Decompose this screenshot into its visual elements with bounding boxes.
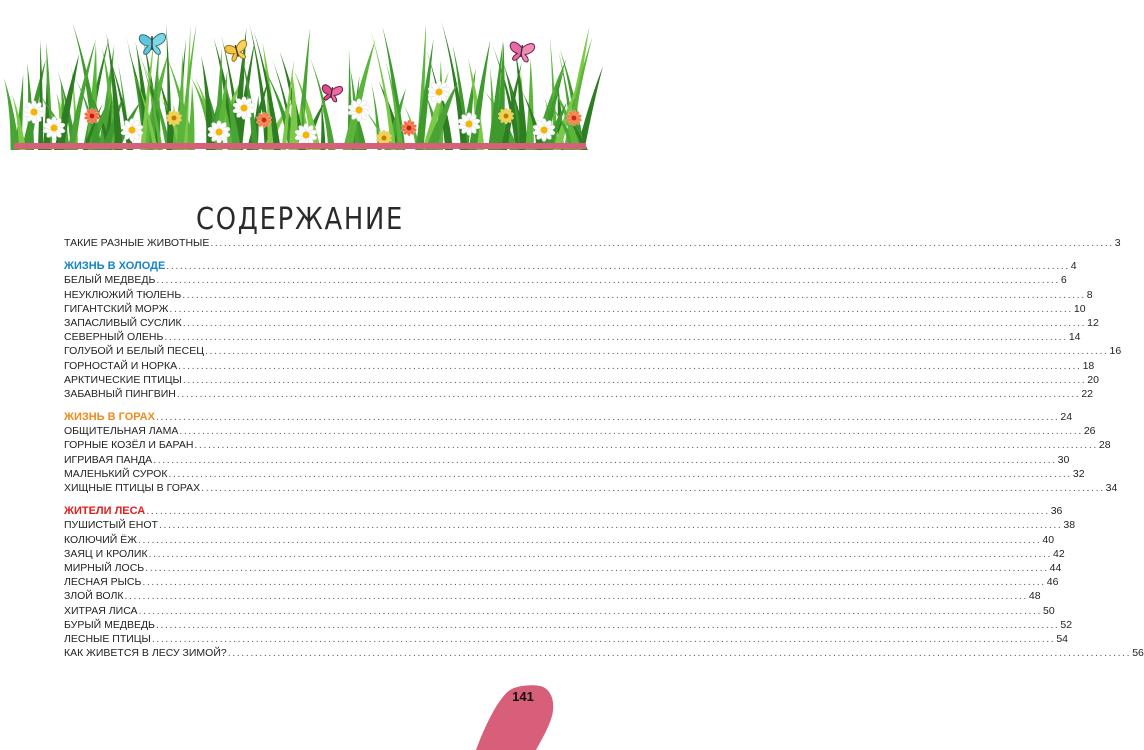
toc-intro <box>64 236 1121 250</box>
toc-leader-dots: ........................................................................................................................................................................................................ <box>178 359 1082 372</box>
toc-entry <box>64 632 1068 646</box>
toc-entry <box>64 373 1099 387</box>
toc-leader-dots: ........................................................................................................................................................................................................ <box>164 331 1068 344</box>
toc-entry-title: ГОРНЫЕ КОЗЁЛ И БАРАН <box>64 439 194 452</box>
toc-entry-title: ГОЛУБОЙ И БЕЛЫЙ ПЕСЕЦ <box>64 345 205 358</box>
toc-entry <box>64 344 1122 358</box>
toc-entry <box>64 547 1065 561</box>
toc-leader-dots: ........................................................................................................................................................................................................ <box>182 316 1087 329</box>
toc-entry-page: 38 <box>1063 519 1076 532</box>
toc-entry-title: БУРЫЙ МЕДВЕДЬ <box>64 618 155 631</box>
toc-entry-page: 34 <box>1105 482 1118 494</box>
toc-entry-page: 56 <box>1132 647 1144 660</box>
toc-entry-page: 46 <box>1046 576 1059 589</box>
toc-entry-title: ЛЕСНАЯ РЫСЬ <box>64 576 142 589</box>
toc-entry-title: ЗАБАВНЫЙ ПИНГВИН <box>64 387 176 400</box>
toc-entry-title: КАК ЖИВЕТСЯ В ЛЕСУ ЗИМОЙ? <box>64 647 227 660</box>
toc-entry <box>64 604 1055 618</box>
toc-leader-dots: ........................................................................................................................................................................................................ <box>146 505 1050 518</box>
toc-entry-page: 24 <box>1060 411 1073 424</box>
toc-entry-page: 22 <box>1081 387 1093 400</box>
table-of-contents <box>64 236 1144 669</box>
toc-entry-title: ГОРНОСТАЙ И НОРКА <box>64 359 178 372</box>
toc-entry <box>64 387 1093 401</box>
toc-leader-dots: ........................................................................................................................................................................................................ <box>153 453 1057 466</box>
toc-entry-page: 4 <box>1070 260 1077 273</box>
toc-entry-page: 14 <box>1068 331 1081 344</box>
toc-entry-title: ЖИТЕЛИ ЛЕСА <box>64 505 146 518</box>
toc-entry <box>64 316 1099 330</box>
toc-entry <box>64 288 1093 302</box>
grass-blade <box>525 58 534 150</box>
toc-entry-page: 6 <box>1060 274 1067 287</box>
toc-entry <box>64 575 1059 589</box>
toc-leader-dots: ........................................................................................................................................................................................................ <box>137 533 1042 546</box>
toc-entry-page: 40 <box>1042 533 1055 546</box>
toc-entry <box>64 518 1076 532</box>
toc-sections <box>64 259 1144 660</box>
toc-entry-page: 12 <box>1087 316 1099 329</box>
toc-leader-dots: ........................................................................................................................................................................................................ <box>194 439 1098 452</box>
toc-entry-title: ЛЕСНЫЕ ПТИЦЫ <box>64 632 151 645</box>
butterfly-icon <box>508 41 535 63</box>
toc-entry <box>64 438 1111 452</box>
flower <box>427 81 451 104</box>
toc-section <box>64 259 1122 401</box>
toc-leader-dots: ........................................................................................................................................................................................................ <box>155 618 1060 631</box>
toc-entry <box>64 618 1073 632</box>
toc-leader-dots: ........................................................................................................................................................................................................ <box>156 274 1060 287</box>
butterfly-icon <box>224 40 250 63</box>
toc-entry <box>64 424 1096 438</box>
toc-entry-title: ХИЩНЫЕ ПТИЦЫ В ГОРАХ <box>64 482 201 494</box>
toc-leader-dots: ........................................................................................................................................................................................................ <box>142 576 1046 589</box>
toc-leader-dots: ........................................................................................................................................................................................................ <box>155 411 1060 424</box>
toc-entry-title: НЕУКЛЮЖИЙ ТЮЛЕНЬ <box>64 288 182 301</box>
toc-entry-title: ПУШИСТЫЙ ЕНОТ <box>64 519 158 532</box>
toc-entry-title: ИГРИВАЯ ПАНДА <box>64 453 153 466</box>
toc-leader-dots: ........................................................................................................................................................................................................ <box>210 237 1114 249</box>
toc-section-heading <box>64 410 1073 424</box>
toc-leader-dots: ........................................................................................................................................................................................................ <box>227 647 1132 660</box>
toc-entry-page: 8 <box>1086 288 1093 301</box>
toc-entry-title: ГИГАНТСКИЙ МОРЖ <box>64 302 169 315</box>
toc-entry-page: 18 <box>1082 359 1095 372</box>
toc-entry <box>64 359 1095 373</box>
toc-leader-dots: ........................................................................................................................................................................................................ <box>124 590 1028 603</box>
toc-entry <box>64 453 1070 467</box>
toc-entry-page: 36 <box>1050 505 1063 518</box>
toc-entry-page: 26 <box>1083 425 1096 438</box>
toc-leader-dots: ........................................................................................................................................................................................................ <box>145 561 1049 574</box>
toc-entry-page: 50 <box>1043 604 1055 617</box>
toc-leader-dots: ........................................................................................................................................................................................................ <box>169 302 1073 315</box>
meadow-header-illustration <box>14 20 586 150</box>
toc-entry-page: 16 <box>1109 345 1122 358</box>
toc-entry-page: 48 <box>1028 590 1041 603</box>
grass-blade <box>166 23 172 150</box>
toc-entry-page: 44 <box>1049 561 1062 574</box>
toc-section <box>64 410 1118 495</box>
toc-entry-page: 30 <box>1057 453 1070 466</box>
toc-entry-page: 42 <box>1053 547 1065 560</box>
toc-section <box>64 504 1144 660</box>
toc-entry <box>64 589 1041 603</box>
toc-entry-title: ЗАПАСЛИВЫЙ СУСЛИК <box>64 316 182 329</box>
toc-entry <box>64 273 1067 287</box>
header-divider <box>14 143 586 149</box>
toc-leader-dots: ........................................................................................................................................................................................................ <box>176 387 1081 400</box>
toc-entry <box>64 236 1121 250</box>
toc-leader-dots: ........................................................................................................................................................................................................ <box>182 373 1087 386</box>
toc-entry-title: МИРНЫЙ ЛОСЬ <box>64 561 145 574</box>
toc-leader-dots: ........................................................................................................................................................................................................ <box>205 345 1109 358</box>
toc-entry-page: 52 <box>1060 618 1073 631</box>
toc-entry <box>64 561 1062 575</box>
toc-entry-title: БЕЛЫЙ МЕДВЕДЬ <box>64 274 156 287</box>
toc-entry-title: ЗАЯЦ И КРОЛИК <box>64 547 148 560</box>
toc-leader-dots: ........................................................................................................................................................................................................ <box>166 260 1070 273</box>
toc-leader-dots: ........................................................................................................................................................................................................ <box>201 482 1105 494</box>
toc-entry-page: 54 <box>1056 632 1068 645</box>
toc-entry-title: АРКТИЧЕСКИЕ ПТИЦЫ <box>64 373 182 386</box>
toc-leader-dots: ........................................................................................................................................................................................................ <box>168 467 1072 480</box>
toc-entry-page: 32 <box>1072 467 1085 480</box>
toc-entry-title: ТАКИЕ РАЗНЫЕ ЖИВОТНЫЕ <box>64 237 210 249</box>
toc-entry <box>64 646 1144 660</box>
toc-entry-title: ЖИЗНЬ В ГОРАХ <box>64 411 155 424</box>
toc-entry <box>64 330 1081 344</box>
toc-leader-dots: ........................................................................................................................................................................................................ <box>182 288 1086 301</box>
toc-entry-title: КОЛЮЧИЙ ЁЖ <box>64 533 137 546</box>
toc-entry-page: 3 <box>1114 237 1121 249</box>
toc-entry <box>64 533 1055 547</box>
toc-entry-page: 20 <box>1087 373 1099 386</box>
toc-leader-dots: ........................................................................................................................................................................................................ <box>179 425 1083 438</box>
meadow-illustration <box>14 20 586 150</box>
toc-entry <box>64 467 1085 481</box>
toc-leader-dots: ........................................................................................................................................................................................................ <box>151 632 1056 645</box>
toc-entry-title: МАЛЕНЬКИЙ СУРОК <box>64 467 168 480</box>
toc-entry-title: СЕВЕРНЫЙ ОЛЕНЬ <box>64 331 164 344</box>
toc-entry-title: ОБЩИТЕЛЬНАЯ ЛАМА <box>64 425 179 438</box>
toc-entry-page: 28 <box>1098 439 1111 452</box>
toc-entry <box>64 481 1118 495</box>
toc-leader-dots: ........................................................................................................................................................................................................ <box>158 519 1063 532</box>
toc-leader-dots: ........................................................................................................................................................................................................ <box>138 604 1043 617</box>
toc-entry-title: ЗЛОЙ ВОЛК <box>64 590 124 603</box>
toc-entry-page: 10 <box>1073 302 1086 315</box>
toc-section-heading <box>64 259 1077 273</box>
page-title: СОДЕРЖАНИЕ <box>196 202 404 238</box>
toc-leader-dots: ........................................................................................................................................................................................................ <box>148 547 1053 560</box>
toc-entry-title: ХИТРАЯ ЛИСА <box>64 604 138 617</box>
toc-entry-title: ЖИЗНЬ В ХОЛОДЕ <box>64 260 166 273</box>
toc-entry <box>64 302 1086 316</box>
page-number: 141 <box>512 689 534 704</box>
toc-section-heading <box>64 504 1063 518</box>
